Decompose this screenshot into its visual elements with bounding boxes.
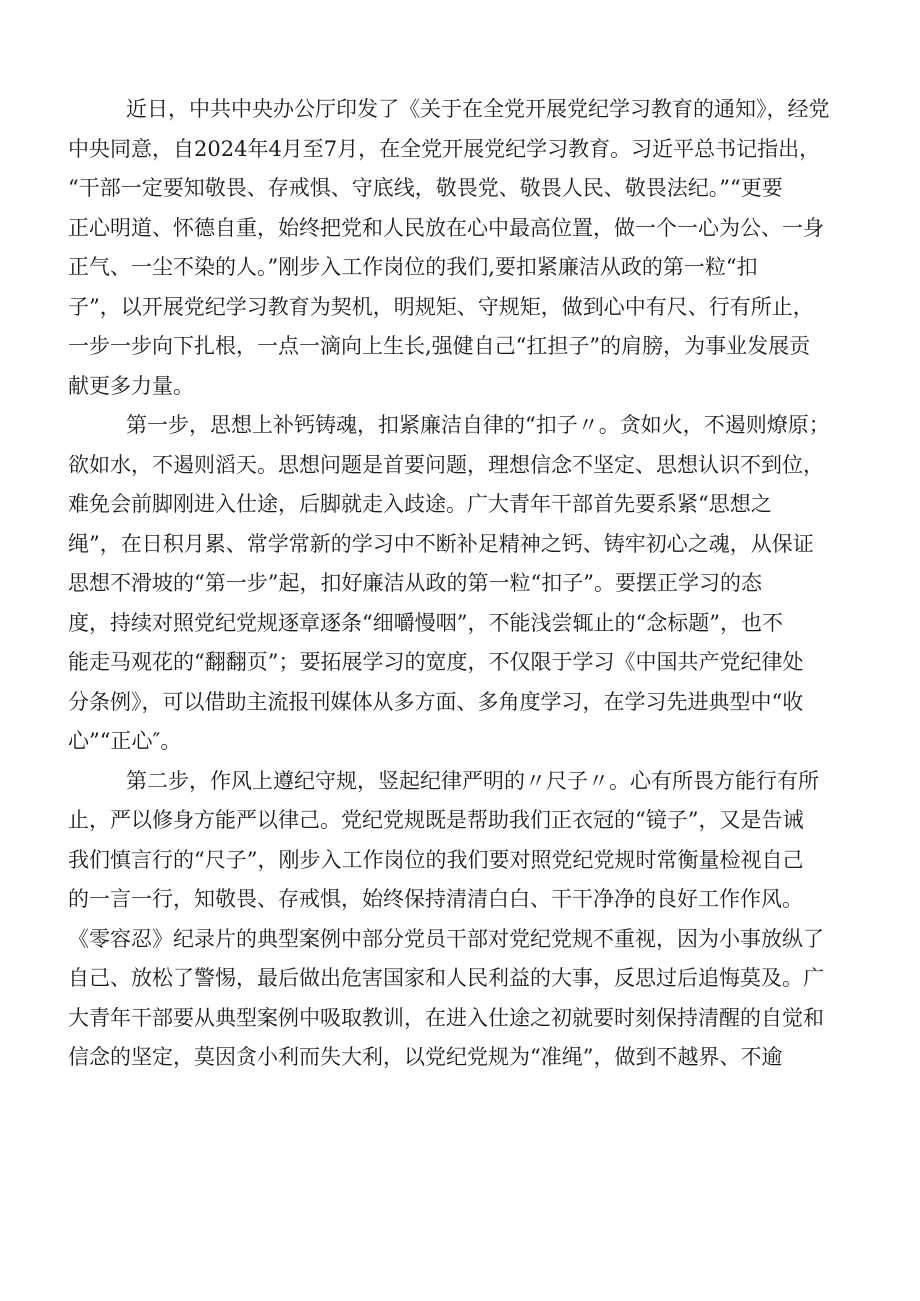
text-line: 止，严以修身方能严以律己。党纪党规既是帮助我们正衣冠的“镜子”，又是告诫 bbox=[68, 808, 804, 832]
text-line: 中央同意，自2024年4月至7月，在全党开展党纪学习教育。习近平总书记指出， bbox=[68, 136, 821, 161]
text-line: 献更多力量。 bbox=[68, 373, 194, 398]
text-line: 我们慎言行的“尺子”，刚步入工作岗位的我们要对照党纪党规时常衡量检视自己 bbox=[68, 847, 804, 872]
text-line: 《零容忍》纪录片的典型案例中部分党员干部对党纪党规不重视，因为小事放纵了 bbox=[68, 926, 824, 951]
text-line: 正心明道、怀德自重，始终把党和人民放在心中最高位置，做一个一心为公、一身 bbox=[68, 215, 824, 240]
text-line: 心”“正心″。 bbox=[68, 729, 182, 753]
text-line: 绳”，在日积月累、常学常新的学习中不断补足精神之钙、铸牢初心之魂，从保证 bbox=[68, 531, 814, 556]
paragraph-step-two bbox=[68, 762, 858, 1078]
text-line: 第一步，思想上补钙铸魂，扣紧廉洁自律的“扣子〃。贪如火，不遏则燎原； bbox=[126, 413, 830, 437]
text-line: 一步一步向下扎根，一点一滴向上生长,强健自己“扛担子”的肩膀，为事业发展贡 bbox=[68, 334, 811, 358]
paragraph-step-one bbox=[68, 406, 858, 762]
paragraph-intro bbox=[68, 90, 858, 406]
text-line: 信念的坚定，莫因贪小利而失大利，以党纪党规为“准绳”，做到不越界、不逾 bbox=[68, 1045, 783, 1069]
text-line: 分条例》，可以借助主流报刊媒体从多方面、多角度学习，在学习先进典型中“收 bbox=[68, 689, 804, 714]
text-line: 思想不滑坡的“第一步”起，扣好廉洁从政的第一粒“扣子”。要摆正学习的态 bbox=[68, 571, 762, 595]
text-line: 大青年干部要从典型案例中吸取教训，在进入仕途之初就要时刻保持清醒的自觉和 bbox=[68, 1005, 824, 1030]
text-line: 第二步，作风上遵纪守规，竖起纪律严明的〃尺子〃。心有所畏方能行有所 bbox=[126, 768, 819, 793]
text-line: 近日，中共中央办公厅印发了《关于在全党开展党纪学习教育的通知》，经党 bbox=[126, 97, 830, 121]
text-line: 的一言一行，知敬畏、存戒惧，始终保持清清白白、干干净净的良好工作作风。 bbox=[68, 887, 803, 911]
text-line: 度，持续对照党纪党规逐章逐条“细嚼慢咽”，不能浅尝辄止的“念标题”，也不 bbox=[68, 610, 783, 635]
text-line: “干部一定要知敬畏、存戒惧、守底线，敬畏党、敬畏人民、敬畏法纪。”“更要 bbox=[68, 176, 783, 200]
text-line: 欲如水，不遏则滔天。思想问题是首要问题，理想信念不坚定、思想认识不到位， bbox=[68, 452, 824, 477]
text-line: 能走马观花的“翻翻页”；要拓展学习的宽度，不仅限于学习《中国共产党纪律处 bbox=[68, 650, 804, 674]
text-line: 子”，以开展党纪学习教育为契机，明规矩、守规矩，做到心中有尺、行有所止， bbox=[68, 294, 814, 319]
text-line: 正气、一尘不染的人。”刚步入工作岗位的我们,要扣紧廉洁从政的第一粒“扣 bbox=[68, 255, 758, 279]
document-body bbox=[68, 90, 858, 1078]
text-line: 难免会前脚刚进入仕途，后脚就走入歧途。广大青年干部首先要系紧“思想之 bbox=[68, 492, 772, 516]
text-line: 自己、放松了警惕，最后做出危害国家和人民利益的大事，反思过后追悔莫及。广 bbox=[68, 966, 824, 990]
